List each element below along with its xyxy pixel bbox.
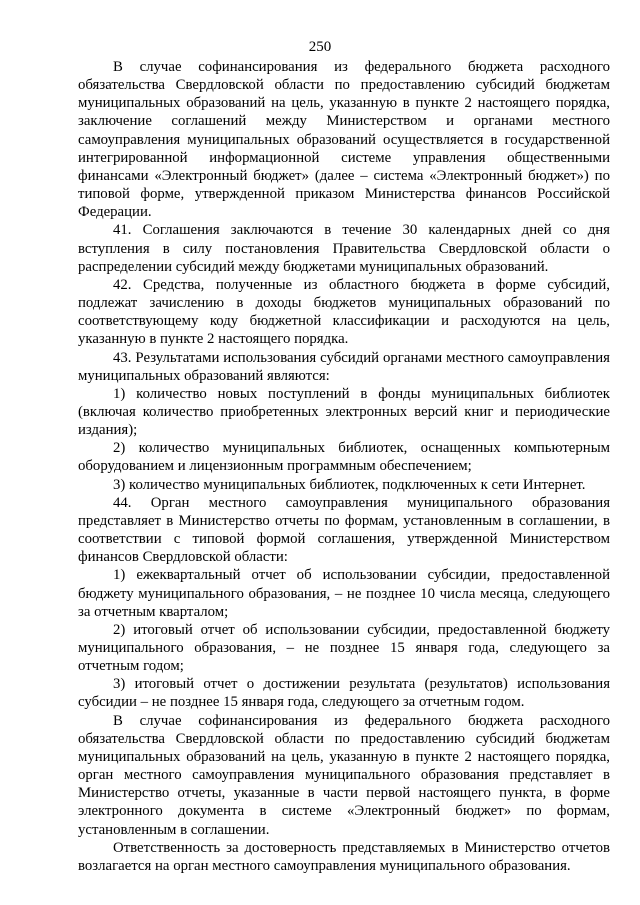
document-body [78, 58, 610, 875]
paragraph-42-funds-crediting: 42. Средства, полученные из областного бюджета в форме субсидий, подлежат зачислению в доходы бюджетов муниципальных образований по соответствующему коду бюджетной классификации и расходуются на цель, указанную в пункте 2 настоящего порядка. [78, 276, 610, 348]
paragraph-43-result-2: 2) количество муниципальных библиотек, оснащенных компьютерным оборудованием и лицензионным программным обеспечением; [78, 440, 610, 475]
paragraph-44-report-3: 3) итоговый отчет о достижении результата (результатов) использования субсидии – не позднее 15 января года, следующего за отчетным годом. [78, 676, 610, 711]
paragraph-cofinancing-agreements: В случае софинансирования из федерального бюджета расходного обязательства Свердловской области по предоставлению субсидий бюджетам муниципальных образований на цель, указанную в пункте 2 настоящего порядка, заключение соглашений между Министерством и органами местного самоуправления муниципальных образований осуществляется в государственной интегрированной информационной системе управления общественными финансами «Электронный бюджет» (далее – система «Электронный бюджет») по типовой форме, утвержденной приказом Министерства финансов Российской Федерации. [78, 59, 610, 221]
paragraph-44-responsibility: Ответственность за достоверность представляемых в Министерство отчетов возлагается на орган местного самоуправления муниципального образования. [78, 839, 610, 874]
paragraph-43-results-intro: 43. Результатами использования субсидий органами местного самоуправления муниципальных образований являются: [78, 349, 610, 384]
paragraph-44-reports-intro: 44. Орган местного самоуправления муниципального образования представляет в Министерство отчеты по формам, установленным в соглашении, в соответствии с типовой формой соглашения, утвержденной Министерством финансов Свердловской области: [78, 494, 610, 566]
paragraph-41-agreement-deadline: 41. Соглашения заключаются в течение 30 календарных дней со дня вступления в силу постановления Правительства Свердловской области о распределении субсидий между бюджетами муниципальных образований. [78, 222, 610, 275]
paragraph-44-electronic-reports: В случае софинансирования из федерального бюджета расходного обязательства Свердловской области по предоставлению субсидий бюджетам муниципальных образований на цель, указанную в пункте 2 настоящего порядка, орган местного самоуправления муниципального образования представляет в Министерство отчеты, указанные в части первой настоящего пункта, в форме электронного документа в системе «Электронный бюджет» по формам, установленным в соглашении. [78, 712, 610, 838]
paragraph-43-result-1: 1) количество новых поступлений в фонды муниципальных библиотек (включая количество приобретенных электронных версий книг и периодические издания); [78, 385, 610, 439]
paragraph-44-report-1: 1) ежеквартальный отчет об использовании субсидии, предоставленной бюджету муниципального образования, – не позднее 10 числа месяца, следующего за отчетным кварталом; [78, 567, 610, 620]
page-number: 250 [308, 39, 332, 55]
paragraph-43-result-3: 3) количество муниципальных библиотек, подключенных к сети Интернет. [113, 476, 586, 493]
paragraph-44-report-2: 2) итоговый отчет об использовании субсидии, предоставленной бюджету муниципального образования, – не позднее 15 января года, следующего за отчетным годом; [78, 621, 610, 675]
